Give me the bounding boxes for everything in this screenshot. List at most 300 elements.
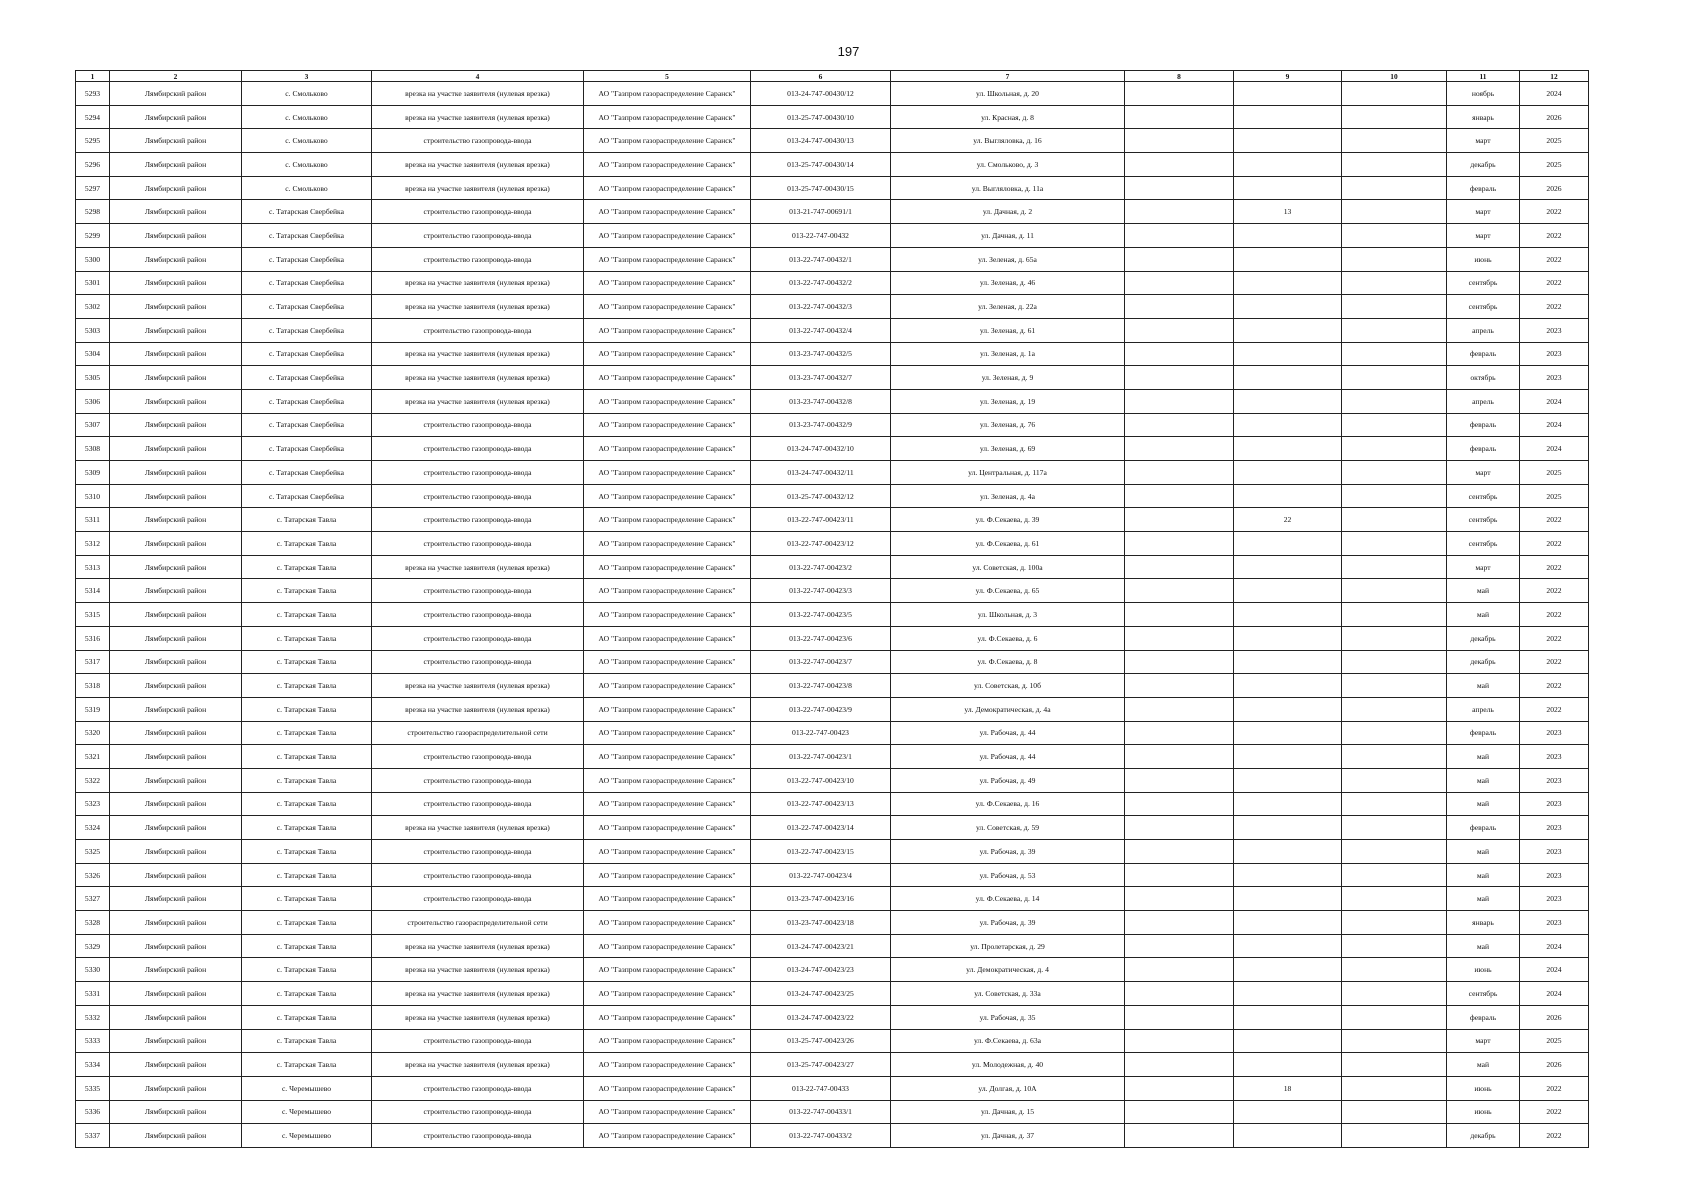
table-cell: ул. Выгляловка, д. 16 bbox=[891, 129, 1125, 153]
table-cell bbox=[1125, 318, 1234, 342]
table-cell: 2023 bbox=[1520, 721, 1589, 745]
page-number: 197 bbox=[837, 44, 860, 59]
table-cell bbox=[1234, 129, 1342, 153]
table-row bbox=[76, 650, 1589, 674]
table-cell: май bbox=[1447, 887, 1520, 911]
table-row bbox=[76, 603, 1589, 627]
table-cell: врезка на участке заявителя (нулевая врезка) bbox=[372, 1005, 584, 1029]
table-cell: сентябрь bbox=[1447, 508, 1520, 532]
table-cell bbox=[1234, 650, 1342, 674]
table-cell bbox=[1125, 579, 1234, 603]
table-row bbox=[76, 82, 1589, 106]
table-cell: 013-25-747-00423/27 bbox=[751, 1053, 891, 1077]
table-cell: 013-24-747-00423/25 bbox=[751, 982, 891, 1006]
table-cell: Лямбирский район bbox=[110, 105, 242, 129]
table-cell: с. Татарская Тавла bbox=[242, 626, 372, 650]
table-cell: февраль bbox=[1447, 721, 1520, 745]
table-cell: с. Татарская Тавла bbox=[242, 745, 372, 769]
table-cell: 5298 bbox=[76, 200, 110, 224]
table-cell: строительство газопровода-ввода bbox=[372, 461, 584, 485]
table-cell: Лямбирский район bbox=[110, 721, 242, 745]
table-cell: ул. Дачная, д. 37 bbox=[891, 1124, 1125, 1148]
table-cell: 013-22-747-00423/8 bbox=[751, 674, 891, 698]
table-cell bbox=[1342, 887, 1447, 911]
table-cell bbox=[1234, 863, 1342, 887]
table-cell: ул. Рабочая, д. 53 bbox=[891, 863, 1125, 887]
column-header: 12 bbox=[1520, 71, 1589, 82]
table-cell: февраль bbox=[1447, 816, 1520, 840]
table-cell bbox=[1342, 461, 1447, 485]
table-cell: 5336 bbox=[76, 1100, 110, 1124]
table-cell: АО "Газпром газораспределение Саранск" bbox=[584, 295, 751, 319]
table-cell bbox=[1125, 674, 1234, 698]
table-cell: ул. Зеленая, д. 1а bbox=[891, 342, 1125, 366]
table-cell bbox=[1125, 1005, 1234, 1029]
table-cell: с. Татарская Тавла bbox=[242, 958, 372, 982]
table-cell bbox=[1342, 1100, 1447, 1124]
table-cell: АО "Газпром газораспределение Саранск" bbox=[584, 1053, 751, 1077]
table-cell bbox=[1342, 224, 1447, 248]
table-cell bbox=[1342, 1053, 1447, 1077]
table-cell bbox=[1342, 958, 1447, 982]
table-cell: АО "Газпром газораспределение Саранск" bbox=[584, 105, 751, 129]
table-cell: АО "Газпром газораспределение Саранск" bbox=[584, 437, 751, 461]
table-cell: ул. Ф.Секаева, д. 16 bbox=[891, 792, 1125, 816]
table-cell: АО "Газпром газораспределение Саранск" bbox=[584, 697, 751, 721]
table-cell: с. Татарская Тавла bbox=[242, 816, 372, 840]
table-cell: с. Татарская Тавла bbox=[242, 1029, 372, 1053]
table-cell: АО "Газпром газораспределение Саранск" bbox=[584, 200, 751, 224]
table-cell: ул. Дачная, д. 2 bbox=[891, 200, 1125, 224]
table-cell: 013-22-747-00433/2 bbox=[751, 1124, 891, 1148]
table-cell: врезка на участке заявителя (нулевая врезка) bbox=[372, 105, 584, 129]
table-cell bbox=[1234, 792, 1342, 816]
table-cell: июнь bbox=[1447, 1100, 1520, 1124]
table-cell: Лямбирский район bbox=[110, 200, 242, 224]
table-cell bbox=[1342, 176, 1447, 200]
table-row bbox=[76, 532, 1589, 556]
table-cell: ул. Дачная, д. 15 bbox=[891, 1100, 1125, 1124]
table-cell bbox=[1342, 129, 1447, 153]
table-cell: с. Татарская Тавла bbox=[242, 863, 372, 887]
table-cell: Лямбирский район bbox=[110, 626, 242, 650]
table-cell: 2022 bbox=[1520, 532, 1589, 556]
table-cell bbox=[1342, 437, 1447, 461]
table-cell: ул. Школьная, д. 20 bbox=[891, 82, 1125, 106]
table-cell: 5333 bbox=[76, 1029, 110, 1053]
table-cell: АО "Газпром газораспределение Саранск" bbox=[584, 745, 751, 769]
table-row bbox=[76, 911, 1589, 935]
table-cell: АО "Газпром газораспределение Саранск" bbox=[584, 650, 751, 674]
table-cell: 5310 bbox=[76, 484, 110, 508]
table-cell: АО "Газпром газораспределение Саранск" bbox=[584, 508, 751, 532]
table-cell bbox=[1125, 437, 1234, 461]
table-cell: ул. Рабочая, д. 49 bbox=[891, 768, 1125, 792]
table-cell bbox=[1125, 200, 1234, 224]
table-cell bbox=[1234, 816, 1342, 840]
table-cell: врезка на участке заявителя (нулевая врезка) bbox=[372, 816, 584, 840]
table-row bbox=[76, 271, 1589, 295]
table-cell: 5297 bbox=[76, 176, 110, 200]
table-cell: с. Татарская Тавла bbox=[242, 792, 372, 816]
table-cell: врезка на участке заявителя (нулевая врезка) bbox=[372, 271, 584, 295]
table-cell bbox=[1234, 82, 1342, 106]
table-cell bbox=[1342, 271, 1447, 295]
table-cell: 013-24-747-00423/22 bbox=[751, 1005, 891, 1029]
table-cell bbox=[1234, 958, 1342, 982]
table-cell bbox=[1234, 1100, 1342, 1124]
column-header: 9 bbox=[1234, 71, 1342, 82]
table-cell: февраль bbox=[1447, 342, 1520, 366]
table-cell: ул. Ф.Секаева, д. 61 bbox=[891, 532, 1125, 556]
table-cell: 2023 bbox=[1520, 816, 1589, 840]
table-cell bbox=[1125, 389, 1234, 413]
table-cell bbox=[1125, 1053, 1234, 1077]
table-cell: Лямбирский район bbox=[110, 745, 242, 769]
table-row bbox=[76, 437, 1589, 461]
table-cell: Лямбирский район bbox=[110, 579, 242, 603]
table-row bbox=[76, 508, 1589, 532]
table-cell: 5308 bbox=[76, 437, 110, 461]
table-cell: с. Татарская Свербейка bbox=[242, 247, 372, 271]
table-row bbox=[76, 887, 1589, 911]
table-row bbox=[76, 721, 1589, 745]
table-cell bbox=[1342, 982, 1447, 1006]
table-cell: октябрь bbox=[1447, 366, 1520, 390]
table-cell: Лямбирский район bbox=[110, 1053, 242, 1077]
table-cell bbox=[1234, 603, 1342, 627]
table-cell: строительство газопровода-ввода bbox=[372, 768, 584, 792]
table-cell bbox=[1234, 721, 1342, 745]
table-cell: с. Татарская Тавла bbox=[242, 1053, 372, 1077]
table-cell: Лямбирский район bbox=[110, 342, 242, 366]
table-cell: с. Татарская Тавла bbox=[242, 508, 372, 532]
table-cell bbox=[1125, 1124, 1234, 1148]
table-cell bbox=[1342, 389, 1447, 413]
table-cell: май bbox=[1447, 863, 1520, 887]
table-cell: ул. Советская, д. 100а bbox=[891, 555, 1125, 579]
table-cell: с. Смольково bbox=[242, 153, 372, 177]
table-cell bbox=[1234, 982, 1342, 1006]
table-cell: март bbox=[1447, 1029, 1520, 1053]
table-cell: строительство газопровода-ввода bbox=[372, 318, 584, 342]
table-cell: с. Татарская Тавла bbox=[242, 532, 372, 556]
table-cell: с. Татарская Свербейка bbox=[242, 484, 372, 508]
table-cell: ул. Зеленая, д. 69 bbox=[891, 437, 1125, 461]
table-cell: 5321 bbox=[76, 745, 110, 769]
table-cell: строительство газопровода-ввода bbox=[372, 840, 584, 864]
table-cell: с. Татарская Свербейка bbox=[242, 295, 372, 319]
table-cell: 5294 bbox=[76, 105, 110, 129]
table-cell: 2026 bbox=[1520, 105, 1589, 129]
table-cell bbox=[1234, 1005, 1342, 1029]
table-cell: с. Татарская Тавла bbox=[242, 768, 372, 792]
table-cell: 013-25-747-00430/14 bbox=[751, 153, 891, 177]
table-cell: Лямбирский район bbox=[110, 816, 242, 840]
table-cell: с. Татарская Тавла bbox=[242, 674, 372, 698]
table-cell: АО "Газпром газораспределение Саранск" bbox=[584, 958, 751, 982]
table-cell: АО "Газпром газораспределение Саранск" bbox=[584, 721, 751, 745]
table-cell: АО "Газпром газораспределение Саранск" bbox=[584, 863, 751, 887]
table-cell: ул. Зеленая, д. 9 bbox=[891, 366, 1125, 390]
table-cell bbox=[1342, 342, 1447, 366]
table-cell bbox=[1342, 863, 1447, 887]
table-cell: с. Татарская Свербейка bbox=[242, 389, 372, 413]
table-cell: АО "Газпром газораспределение Саранск" bbox=[584, 366, 751, 390]
table-cell: ул. Рабочая, д. 39 bbox=[891, 911, 1125, 935]
table-cell: 013-22-747-00432/4 bbox=[751, 318, 891, 342]
table-cell: Лямбирский район bbox=[110, 271, 242, 295]
table-cell: с. Смольково bbox=[242, 129, 372, 153]
table-cell: 2023 bbox=[1520, 745, 1589, 769]
table-cell: 013-23-747-00423/18 bbox=[751, 911, 891, 935]
table-cell: 5331 bbox=[76, 982, 110, 1006]
table-cell bbox=[1342, 1124, 1447, 1148]
table-cell: АО "Газпром газораспределение Саранск" bbox=[584, 626, 751, 650]
table-cell: АО "Газпром газораспределение Саранск" bbox=[584, 887, 751, 911]
table-row bbox=[76, 792, 1589, 816]
table-cell bbox=[1125, 342, 1234, 366]
table-cell: 013-22-747-00423/2 bbox=[751, 555, 891, 579]
table-cell: 2026 bbox=[1520, 1053, 1589, 1077]
table-cell: АО "Газпром газораспределение Саранск" bbox=[584, 176, 751, 200]
table-cell bbox=[1342, 413, 1447, 437]
table-cell: 5327 bbox=[76, 887, 110, 911]
table-cell: с. Татарская Тавла bbox=[242, 911, 372, 935]
table-cell: врезка на участке заявителя (нулевая врезка) bbox=[372, 1053, 584, 1077]
table-cell: 2022 bbox=[1520, 1100, 1589, 1124]
table-cell: 2022 bbox=[1520, 674, 1589, 698]
table-cell: 013-22-747-00423/14 bbox=[751, 816, 891, 840]
table-cell: Лямбирский район bbox=[110, 887, 242, 911]
table-cell: строительство газопровода-ввода bbox=[372, 437, 584, 461]
table-cell: 2024 bbox=[1520, 389, 1589, 413]
table-row bbox=[76, 934, 1589, 958]
table-cell: АО "Газпром газораспределение Саранск" bbox=[584, 792, 751, 816]
table-cell bbox=[1234, 366, 1342, 390]
table-cell: Лямбирский район bbox=[110, 1029, 242, 1053]
table-cell: 013-22-747-00423/12 bbox=[751, 532, 891, 556]
table-cell: Лямбирский район bbox=[110, 366, 242, 390]
table-cell: с. Татарская Свербейка bbox=[242, 271, 372, 295]
table-cell bbox=[1125, 792, 1234, 816]
table-cell: ул. Рабочая, д. 44 bbox=[891, 721, 1125, 745]
table-cell bbox=[1342, 816, 1447, 840]
table-cell: строительство газопровода-ввода bbox=[372, 1100, 584, 1124]
table-cell: февраль bbox=[1447, 437, 1520, 461]
table-cell bbox=[1125, 863, 1234, 887]
table-cell bbox=[1125, 413, 1234, 437]
table-cell: 2023 bbox=[1520, 366, 1589, 390]
table-cell: июнь bbox=[1447, 1076, 1520, 1100]
table-cell: ул. Ф.Секаева, д. 65 bbox=[891, 579, 1125, 603]
table-cell: строительство газопровода-ввода bbox=[372, 1029, 584, 1053]
table-cell: ул. Дачная, д. 11 bbox=[891, 224, 1125, 248]
table-cell bbox=[1125, 1029, 1234, 1053]
table-row bbox=[76, 1124, 1589, 1148]
table-cell bbox=[1342, 532, 1447, 556]
table-cell: Лямбирский район bbox=[110, 1005, 242, 1029]
table-cell: ул. Ф.Секаева, д. 8 bbox=[891, 650, 1125, 674]
table-cell bbox=[1125, 82, 1234, 106]
table-cell: Лямбирский район bbox=[110, 532, 242, 556]
table-cell: 2025 bbox=[1520, 129, 1589, 153]
table-cell: апрель bbox=[1447, 389, 1520, 413]
table-cell: Лямбирский район bbox=[110, 863, 242, 887]
table-cell: АО "Газпром газораспределение Саранск" bbox=[584, 674, 751, 698]
table-row bbox=[76, 840, 1589, 864]
table-cell bbox=[1234, 413, 1342, 437]
table-cell: АО "Газпром газораспределение Саранск" bbox=[584, 840, 751, 864]
table-cell: врезка на участке заявителя (нулевая врезка) bbox=[372, 366, 584, 390]
table-cell: 2022 bbox=[1520, 200, 1589, 224]
table-cell: ул. Зеленая, д. 61 bbox=[891, 318, 1125, 342]
table-cell: строительство газопровода-ввода bbox=[372, 247, 584, 271]
table-row bbox=[76, 555, 1589, 579]
table-cell: 2023 bbox=[1520, 342, 1589, 366]
table-cell: 5335 bbox=[76, 1076, 110, 1100]
table-cell: 5328 bbox=[76, 911, 110, 935]
table-row bbox=[76, 674, 1589, 698]
table-cell bbox=[1342, 911, 1447, 935]
table-cell bbox=[1234, 176, 1342, 200]
table-cell: 5302 bbox=[76, 295, 110, 319]
table-cell bbox=[1125, 887, 1234, 911]
table-cell: строительство газопровода-ввода bbox=[372, 484, 584, 508]
table-cell: 18 bbox=[1234, 1076, 1342, 1100]
table-cell: с. Черемышево bbox=[242, 1076, 372, 1100]
table-cell bbox=[1342, 200, 1447, 224]
table-cell: 013-25-747-00423/26 bbox=[751, 1029, 891, 1053]
table-cell: ул. Школьная, д. 3 bbox=[891, 603, 1125, 627]
table-cell: 5313 bbox=[76, 555, 110, 579]
table-cell bbox=[1234, 911, 1342, 935]
table-row bbox=[76, 697, 1589, 721]
table-cell bbox=[1125, 508, 1234, 532]
table-cell bbox=[1125, 271, 1234, 295]
table-cell: 013-25-747-00432/12 bbox=[751, 484, 891, 508]
table-cell bbox=[1125, 745, 1234, 769]
table-cell: строительство газопровода-ввода bbox=[372, 129, 584, 153]
column-header: 2 bbox=[110, 71, 242, 82]
table-cell bbox=[1125, 911, 1234, 935]
table-cell bbox=[1234, 697, 1342, 721]
column-header: 6 bbox=[751, 71, 891, 82]
table-cell: Лямбирский район bbox=[110, 247, 242, 271]
table-cell: строительство газопровода-ввода bbox=[372, 626, 584, 650]
table-cell: 2023 bbox=[1520, 768, 1589, 792]
table-cell bbox=[1342, 508, 1447, 532]
table-cell: АО "Газпром газораспределение Саранск" bbox=[584, 389, 751, 413]
table-cell: 2023 bbox=[1520, 887, 1589, 911]
column-header: 11 bbox=[1447, 71, 1520, 82]
table-cell: ул. Красная, д. 8 bbox=[891, 105, 1125, 129]
table-cell: строительство газопровода-ввода bbox=[372, 745, 584, 769]
table-cell bbox=[1234, 840, 1342, 864]
table-cell: 5299 bbox=[76, 224, 110, 248]
table-cell: 2022 bbox=[1520, 247, 1589, 271]
table-cell: Лямбирский район bbox=[110, 153, 242, 177]
table-cell: АО "Газпром газораспределение Саранск" bbox=[584, 461, 751, 485]
table-cell: декабрь bbox=[1447, 626, 1520, 650]
table-cell: май bbox=[1447, 745, 1520, 769]
table-row bbox=[76, 366, 1589, 390]
table-cell: 013-22-747-00432/1 bbox=[751, 247, 891, 271]
column-header: 10 bbox=[1342, 71, 1447, 82]
table-cell: строительство газопровода-ввода bbox=[372, 650, 584, 674]
table-cell: 2022 bbox=[1520, 697, 1589, 721]
table-cell: 013-22-747-00432/3 bbox=[751, 295, 891, 319]
table-cell: 5334 bbox=[76, 1053, 110, 1077]
table-cell: врезка на участке заявителя (нулевая врезка) bbox=[372, 153, 584, 177]
table-cell bbox=[1125, 461, 1234, 485]
table-cell: Лямбирский район bbox=[110, 461, 242, 485]
table-cell: 013-22-747-00423/5 bbox=[751, 603, 891, 627]
table-cell bbox=[1125, 295, 1234, 319]
table-cell: 2022 bbox=[1520, 508, 1589, 532]
table-cell: 5293 bbox=[76, 82, 110, 106]
table-cell bbox=[1125, 650, 1234, 674]
table-cell: 013-22-747-00423/11 bbox=[751, 508, 891, 532]
table-cell: АО "Газпром газораспределение Саранск" bbox=[584, 768, 751, 792]
table-cell: АО "Газпром газораспределение Саранск" bbox=[584, 271, 751, 295]
table-cell: 2025 bbox=[1520, 153, 1589, 177]
table-cell: 2024 bbox=[1520, 82, 1589, 106]
table-cell: 013-22-747-00423/7 bbox=[751, 650, 891, 674]
table-row bbox=[76, 1053, 1589, 1077]
table-cell: с. Смольково bbox=[242, 176, 372, 200]
table-cell bbox=[1342, 840, 1447, 864]
table-cell: ул. Ф.Секаева, д. 14 bbox=[891, 887, 1125, 911]
table-body bbox=[76, 82, 1589, 1148]
table-cell: Лямбирский район bbox=[110, 1124, 242, 1148]
table-cell: 5337 bbox=[76, 1124, 110, 1148]
table-cell: 5326 bbox=[76, 863, 110, 887]
table-cell: Лямбирский район bbox=[110, 555, 242, 579]
table-cell: март bbox=[1447, 200, 1520, 224]
table-cell: ул. Рабочая, д. 39 bbox=[891, 840, 1125, 864]
table-cell: с. Смольково bbox=[242, 105, 372, 129]
table-cell bbox=[1342, 674, 1447, 698]
table-cell: ул. Советская, д. 10б bbox=[891, 674, 1125, 698]
table-cell: с. Татарская Свербейка bbox=[242, 413, 372, 437]
table-cell: АО "Газпром газораспределение Саранск" bbox=[584, 318, 751, 342]
header-row bbox=[76, 71, 1589, 82]
table-cell: 013-21-747-00691/1 bbox=[751, 200, 891, 224]
table-cell: 2023 bbox=[1520, 792, 1589, 816]
table-cell bbox=[1125, 105, 1234, 129]
table-cell bbox=[1342, 697, 1447, 721]
table-cell: Лямбирский район bbox=[110, 508, 242, 532]
table-cell: сентябрь bbox=[1447, 532, 1520, 556]
table-cell: строительство газопровода-ввода bbox=[372, 579, 584, 603]
table-cell: 013-24-747-00430/13 bbox=[751, 129, 891, 153]
table-cell: сентябрь bbox=[1447, 982, 1520, 1006]
table-cell: АО "Газпром газораспределение Саранск" bbox=[584, 224, 751, 248]
table-cell: 5303 bbox=[76, 318, 110, 342]
table-cell: врезка на участке заявителя (нулевая врезка) bbox=[372, 82, 584, 106]
table-cell: строительство газопровода-ввода bbox=[372, 792, 584, 816]
table-cell bbox=[1342, 579, 1447, 603]
table-row bbox=[76, 1005, 1589, 1029]
table-row bbox=[76, 1076, 1589, 1100]
table-row bbox=[76, 745, 1589, 769]
table-cell: 2022 bbox=[1520, 650, 1589, 674]
table-cell: 2023 bbox=[1520, 318, 1589, 342]
table-cell: сентябрь bbox=[1447, 484, 1520, 508]
table-cell: июнь bbox=[1447, 958, 1520, 982]
table-cell: строительство газораспределительной сети bbox=[372, 721, 584, 745]
